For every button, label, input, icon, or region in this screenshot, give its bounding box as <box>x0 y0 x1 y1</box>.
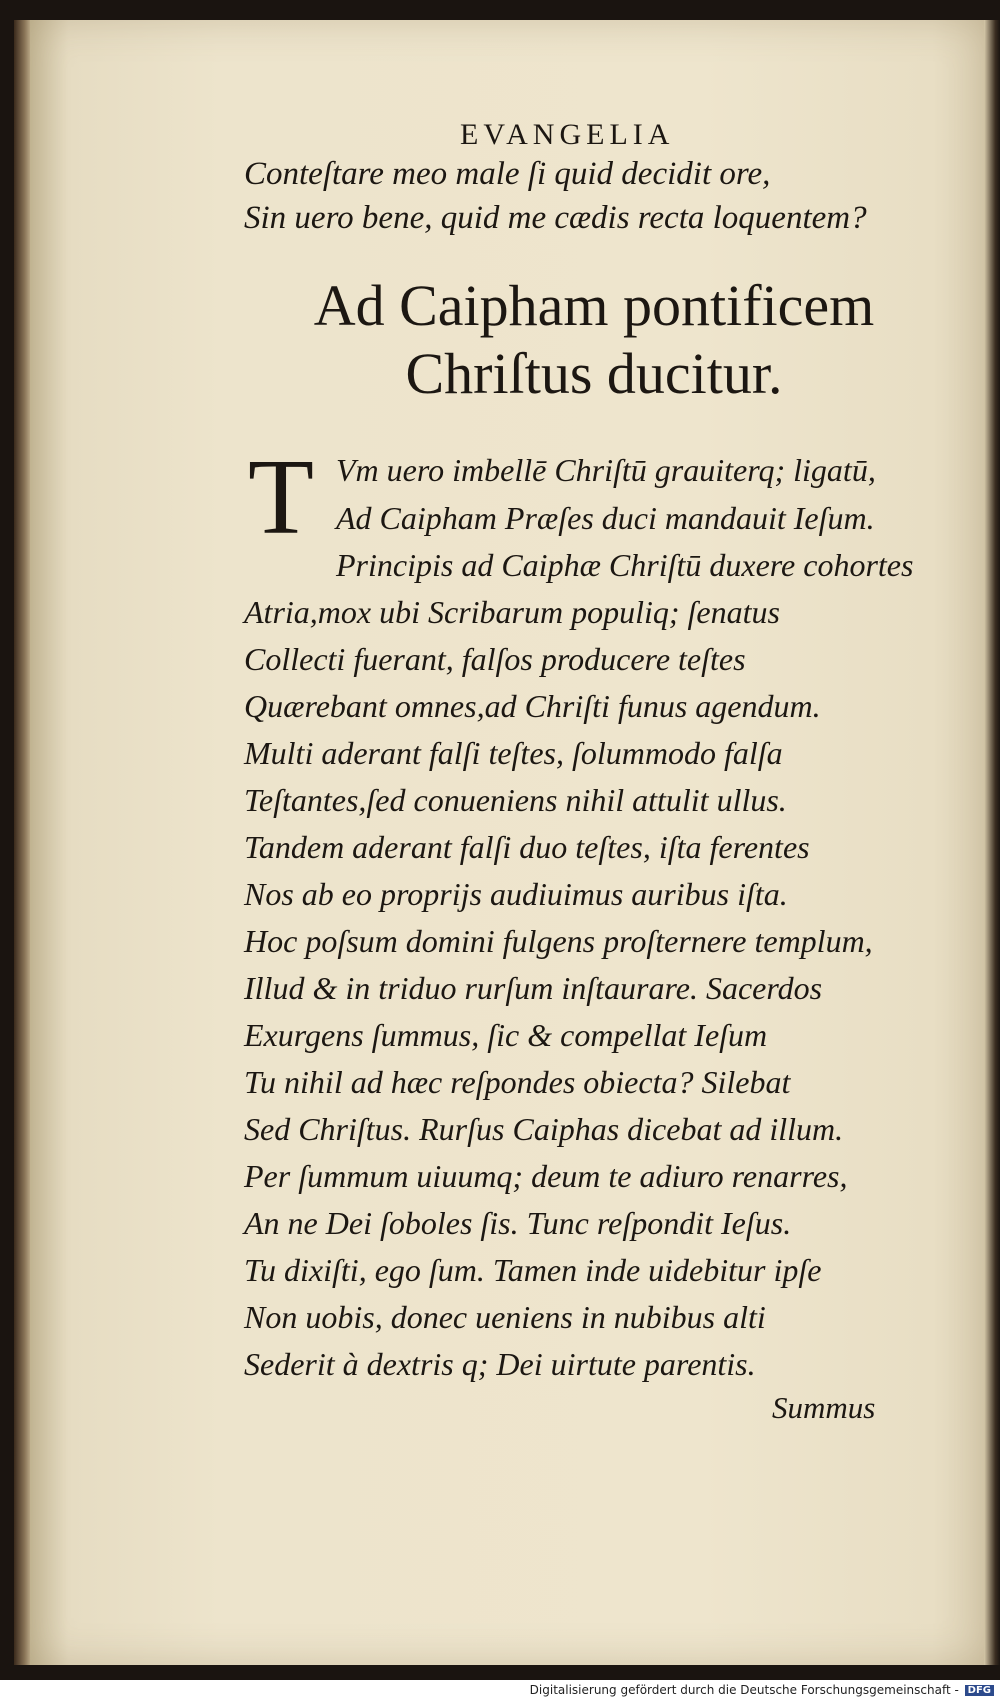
credit-text: Digitalisierung gefördert durch die Deutsche Forschungsgemeinschaft - <box>529 1683 959 1697</box>
intro-line: Conteſtare meo male ſi quid decidit ore, <box>244 156 771 192</box>
section-heading-line: Chriſtus ducitur. <box>405 341 783 406</box>
verse-line: Illud & in triduo rurſum inſtaurare. Sacerdos <box>244 970 823 1006</box>
digitization-credit <box>530 1683 994 1697</box>
verse-line: Tu dixiſti, ego ſum. Tamen inde uidebitur ipſe <box>244 1252 822 1288</box>
verse-line: Quærebant omnes,ad Chriſti funus agendum. <box>244 688 821 724</box>
verse-line: Principis ad Caiphæ Chriſtū duxere cohortes <box>336 547 914 583</box>
verse-line: Exurgens ſummus, ſic & compellat Ieſum <box>244 1017 768 1053</box>
verse-line: An ne Dei ſoboles ſis. Tunc reſpondit Ieſus. <box>244 1205 792 1241</box>
drop-cap-initial: T <box>248 438 314 557</box>
verse-line: Teſtantes,ſed conueniens nihil attulit ullus. <box>244 782 787 818</box>
verse-line: Sederit à dextris q; Dei uirtute parentis. <box>244 1346 756 1382</box>
verse-line: Tu nihil ad hæc reſpondes obiecta? Silebat <box>244 1064 791 1100</box>
running-head: EVANGELIA <box>460 118 675 151</box>
verse-line: Multi aderant falſi teſtes, ſolummodo falſa <box>244 735 783 771</box>
verse-line: Non uobis, donec ueniens in nubibus alti <box>244 1299 766 1335</box>
page-right-edge <box>984 20 1000 1665</box>
verse-line: Nos ab eo proprijs audiuimus auribus iſta. <box>244 876 788 912</box>
verse-line: Per ſummum uiuumq; deum te adiuro renarres, <box>244 1158 848 1194</box>
verse-line: Hoc poſsum domini fulgens proſternere templum, <box>244 923 873 959</box>
section-heading-line: Ad Caipham pontificem <box>313 273 875 338</box>
verse-line: Tandem aderant falſi duo teſtes, iſta ferentes <box>244 829 810 865</box>
verse-line: Sed Chriſtus. Rurſus Caiphas dicebat ad illum. <box>244 1111 844 1147</box>
verse-line: Vm uero imbellē Chriſtū grauiterq; ligatū, <box>336 452 876 488</box>
verse-line: Collecti fuerant, falſos producere teſtes <box>244 641 746 677</box>
catchword: Summus <box>772 1390 876 1425</box>
verse-line: Atria,mox ubi Scribarum populiq; ſenatus <box>244 594 780 630</box>
intro-line: Sin uero bene, quid me cædis recta loquentem? <box>244 200 867 236</box>
verse-line: Ad Caipham Præſes duci mandauit Ieſum. <box>336 500 875 536</box>
dfg-logo: DFG <box>965 1685 994 1696</box>
